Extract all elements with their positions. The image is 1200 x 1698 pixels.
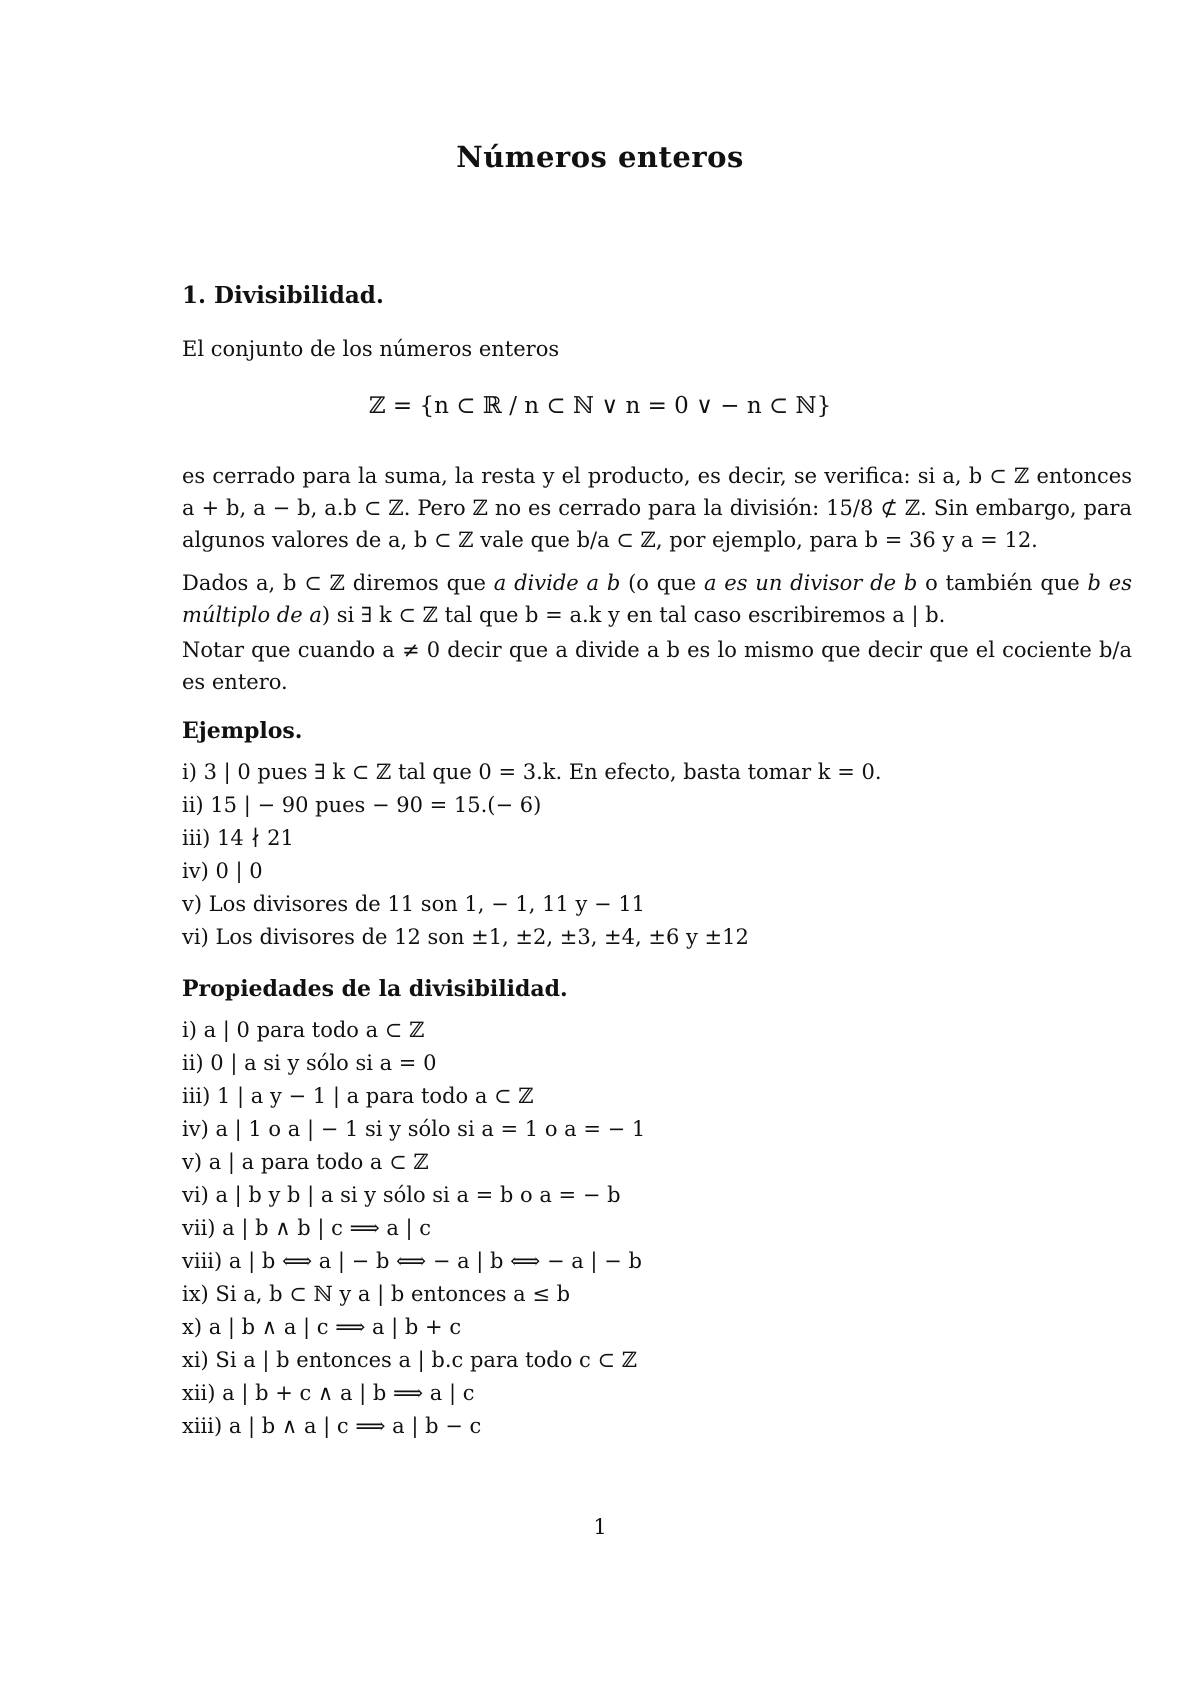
list-item: iii) 14 ∤ 21 [182,826,294,850]
list-item: i) 3 | 0 pues ∃ k ⊂ ℤ tal que 0 = 3.k. En efecto, basta tomar k = 0. [182,760,882,784]
list-item: xi) Si a | b entonces a | b.c para todo c ⊂ ℤ [182,1348,638,1372]
list-item: vi) Los divisores de 12 son ±1, ±2, ±3, ±4, ±6 y ±12 [182,925,749,949]
definition-paragraph [182,567,1132,631]
definition-emphasis: a divide a b [493,571,621,595]
definition-text: (o que [620,571,704,595]
intro-paragraph: El conjunto de los números enteros [182,337,560,361]
list-item: x) a | b ∧ a | c ⟹ a | b + c [182,1315,462,1339]
definition-emphasis: a es un divisor de b [703,571,918,595]
list-item: iv) 0 | 0 [182,859,263,883]
definition-text: o también que [917,571,1088,595]
list-item: ii) 0 | a si y sólo si a = 0 [182,1051,437,1075]
page-title: Números enteros [456,140,744,174]
list-item: vi) a | b y b | a si y sólo si a = b o a = − b [182,1183,621,1207]
display-formula: ℤ = {n ⊂ ℝ / n ⊂ ℕ ∨ n = 0 ∨ − n ⊂ ℕ} [368,393,832,419]
definition-text: Dados a, b ⊂ ℤ diremos que [182,571,494,595]
list-item: iii) 1 | a y − 1 | a para todo a ⊂ ℤ [182,1084,534,1108]
examples-list [182,756,882,954]
list-item: vii) a | b ∧ b | c ⟹ a | c [182,1216,432,1240]
list-item: ii) 15 | − 90 pues − 90 = 15.(− 6) [182,793,542,817]
definition-emphasis: b es múltiplo de a [182,571,1132,627]
definition-text: ) si ∃ k ⊂ ℤ tal que b = a.k y en tal caso escribiremos a | b. [321,603,946,627]
examples-heading: Ejemplos. [182,718,303,744]
list-item: v) a | a para todo a ⊂ ℤ [182,1150,429,1174]
list-item: viii) a | b ⟺ a | − b ⟺ − a | b ⟺ − a | − b [182,1249,642,1273]
list-item: iv) a | 1 o a | − 1 si y sólo si a = 1 o a = − 1 [182,1117,646,1141]
list-item: v) Los divisores de 11 son 1, − 1, 11 y − 11 [182,892,646,916]
properties-heading: Propiedades de la divisibilidad. [182,976,568,1002]
list-item: xii) a | b + c ∧ a | b ⟹ a | c [182,1381,475,1405]
list-item: i) a | 0 para todo a ⊂ ℤ [182,1018,425,1042]
note-paragraph: Notar que cuando a ≠ 0 decir que a divide a b es lo mismo que decir que el cociente b/a es entero. [182,638,1132,694]
properties-list [182,1014,645,1443]
page-number: 1 [593,1515,607,1539]
list-item: xiii) a | b ∧ a | c ⟹ a | b − c [182,1414,482,1438]
section-heading: 1. Divisibilidad. [182,282,384,309]
closure-paragraph: es cerrado para la suma, la resta y el producto, es decir, se verifica: si a, b ⊂ ℤ entonces a + b, a − b, a.b ⊂ ℤ. Pero ℤ no es cerrado para la división: 15/8 ⊄ ℤ. Sin embargo, para algunos valores de a, b ⊂ ℤ vale que b/a ⊂ ℤ, por ejemplo, para b = 36 y a = 12. [182,464,1132,552]
list-item: ix) Si a, b ⊂ ℕ y a | b entonces a ≤ b [182,1282,571,1306]
